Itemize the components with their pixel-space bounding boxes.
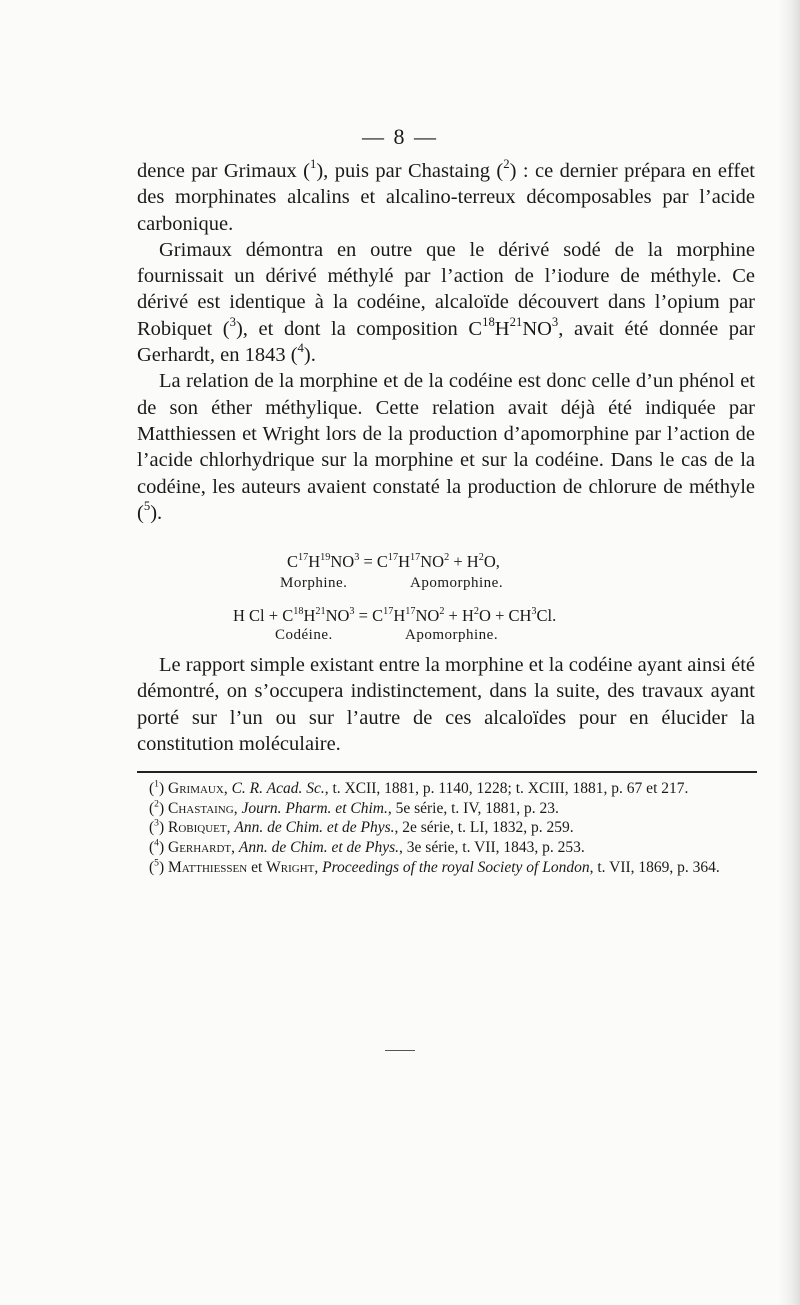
- paragraph-1: dence par Grimaux ($^1$), puis par Chastaing ($^2$) : ce dernier prépara en effet des morphinates alcalins et alcalino-terreux décomposables par l’acide carbonique.: [137, 157, 755, 235]
- footnotes: [137, 779, 757, 878]
- equation-morphine-apomorphine: $C^{17}H^{19}NO^3 = C^{17}H^{17}NO^2 + H^2O$,: [287, 551, 500, 571]
- footnote-2: ($^2$) Chastaing, Journ. Pharm. et Chim., 5e série, t. IV, 1881, p. 23.: [149, 797, 559, 817]
- label-apomorphine-2: Apomorphine.: [405, 627, 499, 643]
- footnote-separator: [137, 771, 757, 773]
- paragraph-4: Le rapport simple existant entre la morphine et la codéine ayant ainsi été démontré, on s’occupera indistinctement, dans la suite, des travaux ayant porté sur l’un ou sur l’autre de ces alcaloïdes pour en élucider la constitution moléculaire.: [137, 654, 755, 755]
- footnote-3: ($^3$) Robiquet, Ann. de Chim. et de Phys., 2e série, t. LI, 1832, p. 259.: [149, 817, 574, 837]
- label-codeine: Codéine.: [275, 627, 333, 643]
- label-apomorphine-1: Apomorphine.: [410, 575, 504, 591]
- main-text: [137, 158, 755, 526]
- page-edge-shadow: [778, 0, 800, 1305]
- equation-codeine-apomorphine: H $Cl + C^{18}H^{21}NO^3 = C^{17}H^{17}NO^2 + H^2O + CH^3Cl$.: [233, 605, 557, 625]
- page-number: — 8 —: [362, 124, 438, 149]
- footnote-1: ($^1$) Grimaux, C. R. Acad. Sc., t. XCII, 1881, p. 1140, 1228; t. XCIII, 1881, p. 67 et 217.: [149, 778, 689, 797]
- footnote-5: ($^5$) Matthiessen et Wright, Proceedings of the royal Society of London, t. VII, 1869, p. 364.: [149, 857, 720, 876]
- footnote-4: ($^4$) Gerhardt, Ann. de Chim. et de Phys., 3e série, t. VII, 1843, p. 253.: [149, 837, 585, 857]
- main-text-continued: [137, 652, 755, 757]
- label-morphine: Morphine.: [280, 575, 348, 591]
- paragraph-2: Grimaux démontra en outre que le dérivé sodé de la morphine fournissait un dérivé méthylé par l’action de l’iodure de méthyle. Ce dérivé est identique à la codéine, alcaloïde découvert dans l’opium par Robiquet ($^3$), et dont la composition $C^{18}H^{21}NO^3$, avait été donnée par Gerhardt, en 1843 ($^4$).: [137, 238, 755, 367]
- bottom-rule: [385, 1050, 415, 1051]
- paragraph-3: La relation de la morphine et de la codéine est donc celle d’un phénol et de son éther méthylique. Cette relation avait déjà été indiquée par Matthiessen et Wright lors de la production d’apomorphine par l’action de l’acide chlorhydrique sur la morphine et sur la codéine. Dans le cas de la codéine, les auteurs avaient constaté la production de chlorure de méthyle ($^5$).: [137, 370, 755, 524]
